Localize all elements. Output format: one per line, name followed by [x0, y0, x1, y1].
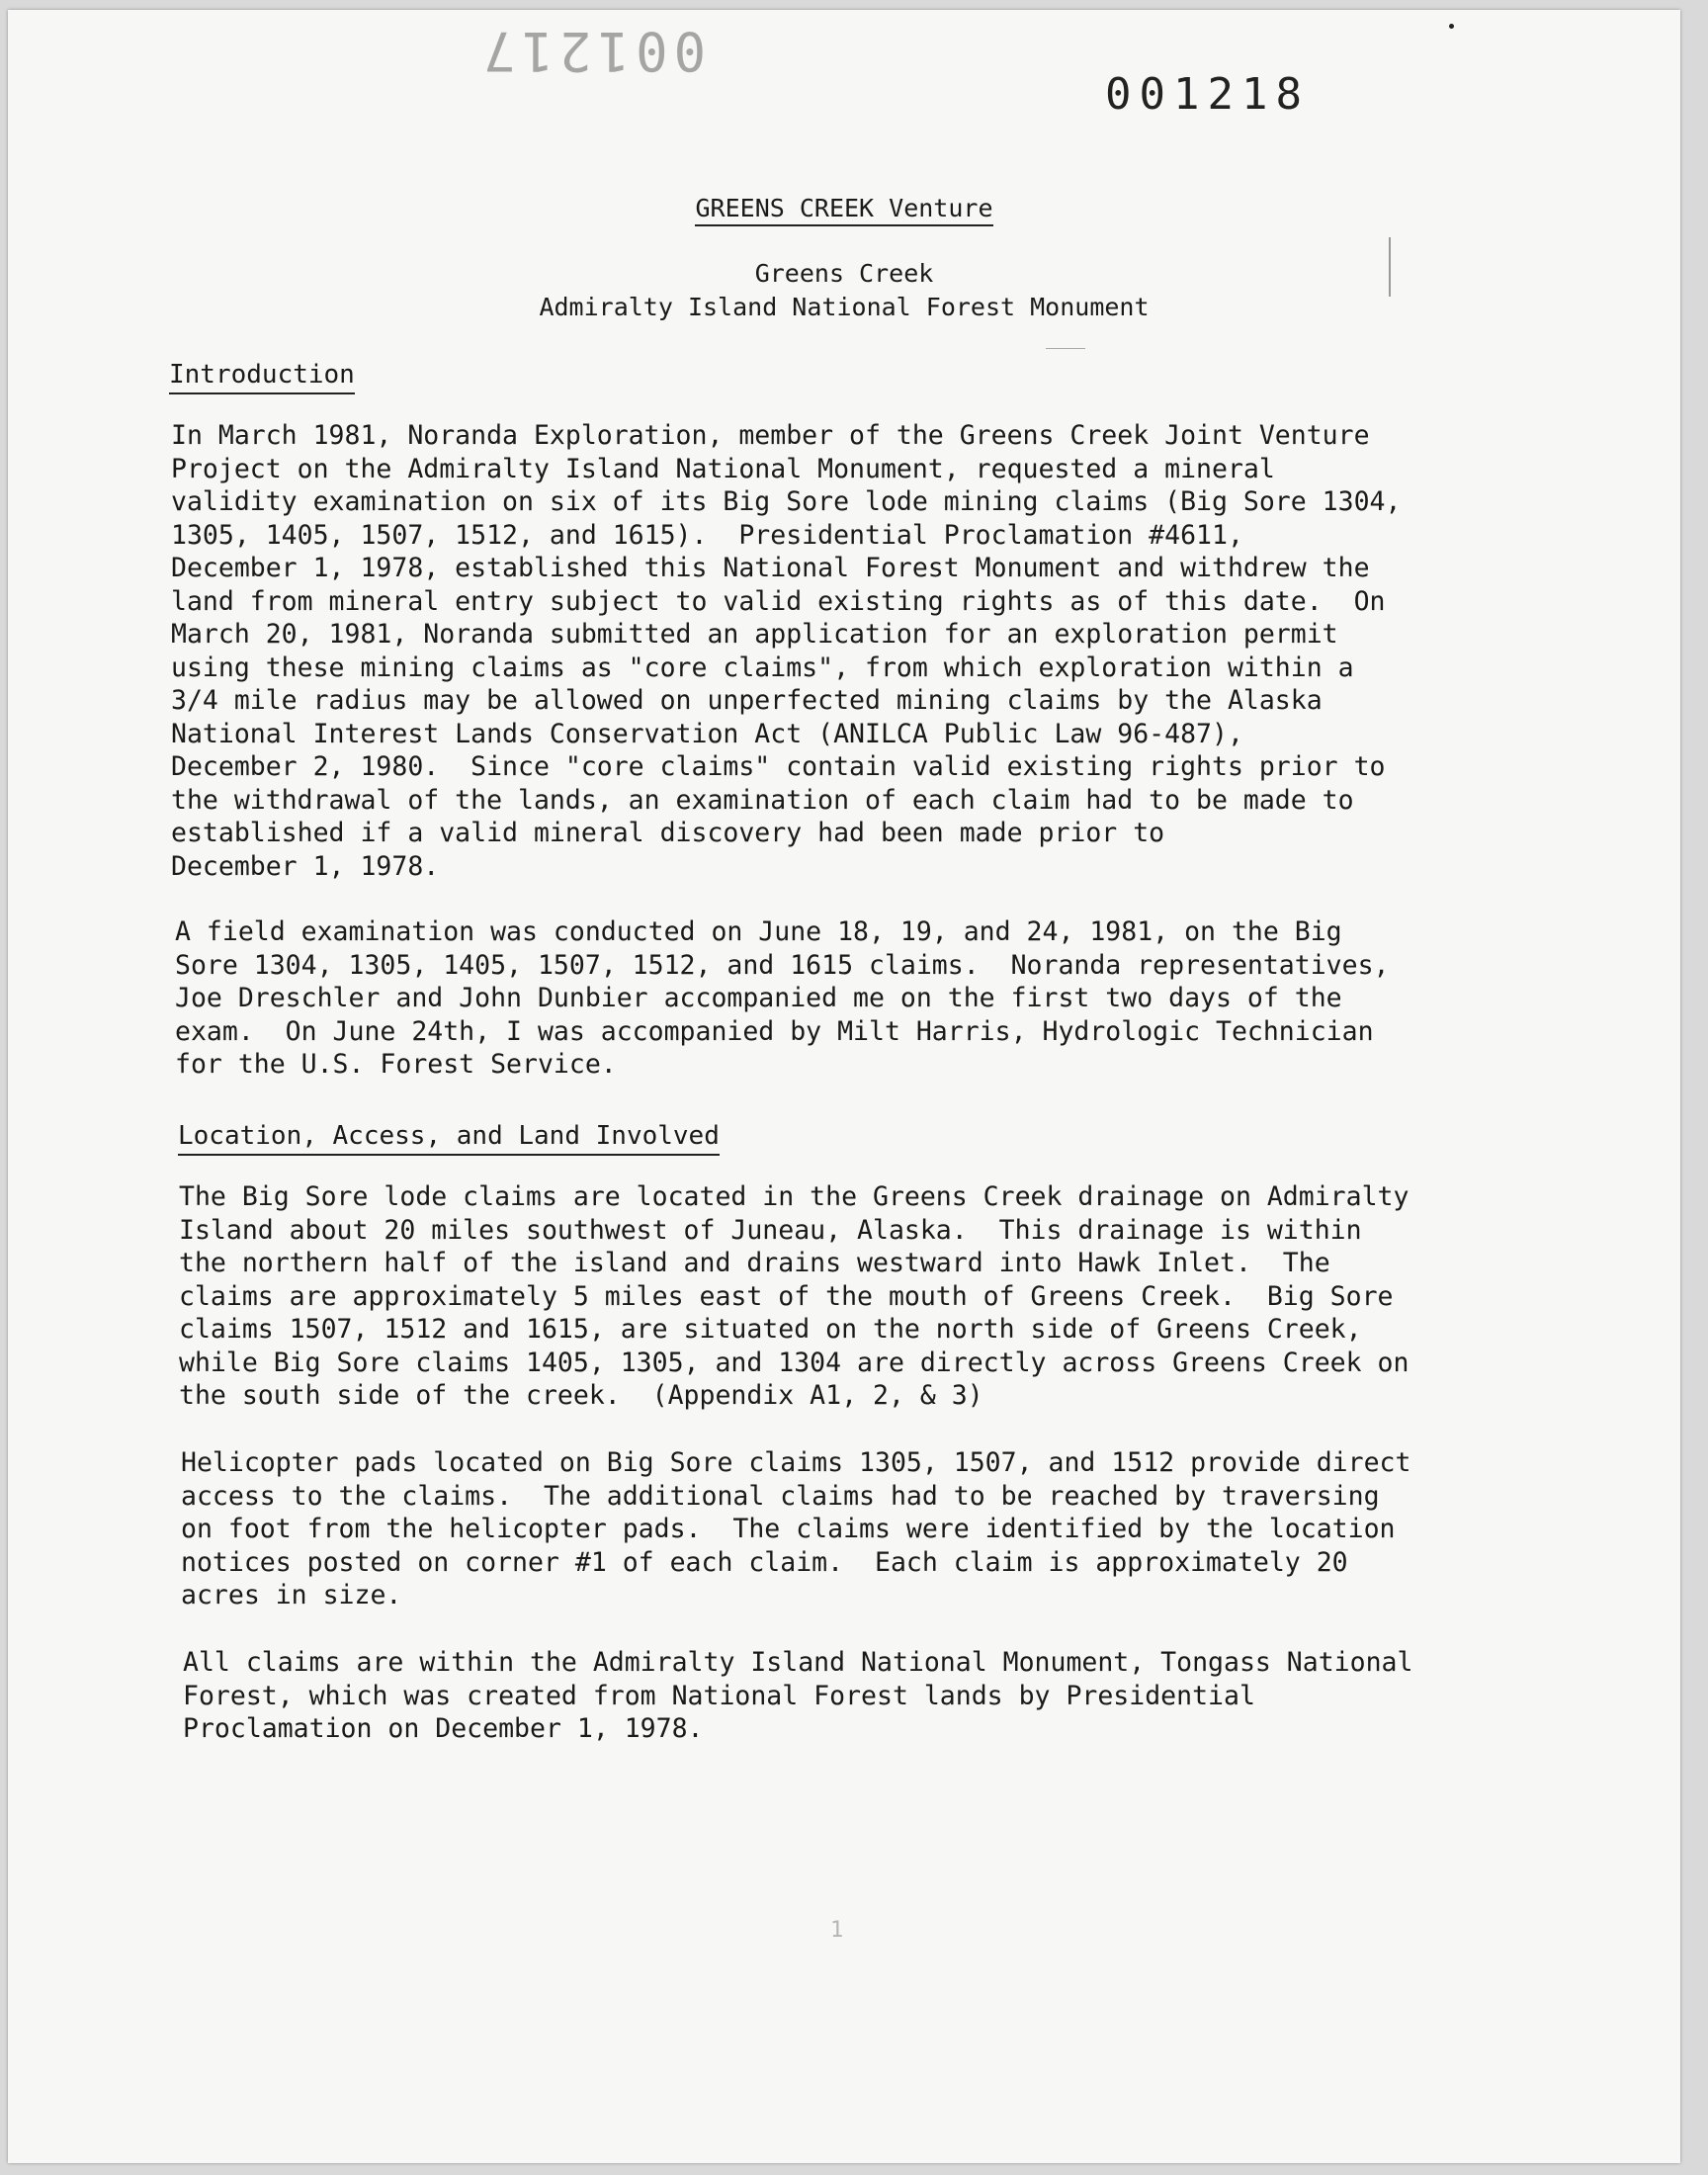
document-title [8, 194, 1680, 222]
paragraph-location-3: All claims are within the Admiralty Island National Monument, Tongass National Forest, which was created from National Forest lands by Presidential Proclamation on December 1, 1978. [183, 1647, 1413, 1744]
paragraph-location-2: Helicopter pads located on Big Sore claims 1305, 1507, and 1512 provide direct access to the claims. The additional claims had to be reached by traversing on foot from the helicopter pads. The claims were identified by the location notices posted on corner #1 of each claim. Each claim is approximately 20 acres in size. [181, 1447, 1411, 1610]
section-heading-introduction: Introduction [169, 360, 355, 390]
section-heading-location: Location, Access, and Land Involved [178, 1121, 720, 1151]
paragraph-intro-1: In March 1981, Noranda Exploration, member of the Greens Creek Joint Venture Project on the Admiralty Island National Monument, requested a mineral validity examination on six of its Big Sore lode mining claims (Big Sore 1304, 1305, 1405, 1507, 1512, and 1615). Presidential Proclamation #4611, December 1, 1978, established this National Forest Monument and withdrew the land from mineral entry subject to valid existing rights as of this date. On March 20, 1981, Noranda submitted an application for an exploration permit using these mining claims as "core claims", from which exploration within a 3/4 mile radius may be allowed on unperfected mining claims by the Alaska National Interest Lands Conservation Act (ANILCA Public Law 96-487), December 2, 1980. Since "core claims" contain valid existing rights prior to the withdrawal of the lands, an examination of each claim had to be made to established if a valid mineral discovery had been made prior to December 1, 1978. [171, 420, 1402, 882]
document-number-stamp: 001218 [1105, 69, 1310, 120]
paragraph-intro-2: A field examination was conducted on June 18, 19, and 24, 1981, on the Big Sore 1304, 1305, 1405, 1507, 1512, and 1615 claims. Noranda representatives, Joe Dreschler and John Dunbier accompanied me on the first two days of the exam. On June 24th, I was accompanied by Milt Harris, Hydrologic Technician for the U.S. Forest Service. [175, 916, 1390, 1080]
page-number: 1 [830, 1918, 844, 1943]
ink-dot [1449, 24, 1454, 29]
bleed-dash [1046, 348, 1085, 349]
document-title-text: GREENS CREEK Venture [695, 194, 992, 226]
faded-stamp-number: 001217 [477, 20, 707, 82]
document-subtitle-monument: Admiralty Island National Forest Monument [539, 293, 1150, 321]
paragraph-location-1: The Big Sore lode claims are located in the Greens Creek drainage on Admiralty Island about 20 miles southwest of Juneau, Alaska. This drainage is within the northern half of the island and drains westward into Hawk Inlet. The claims are approximately 5 miles east of the mouth of Greens Creek. Big Sore claims 1507, 1512 and 1615, are situated on the north side of Greens Creek, while Big Sore claims 1405, 1305, and 1304 are directly across Greens Creek on the south side of the creek. (Appendix A1, 2, & 3) [179, 1181, 1409, 1411]
document-subtitle-location: Greens Creek [754, 259, 934, 288]
document-page [8, 10, 1680, 2163]
